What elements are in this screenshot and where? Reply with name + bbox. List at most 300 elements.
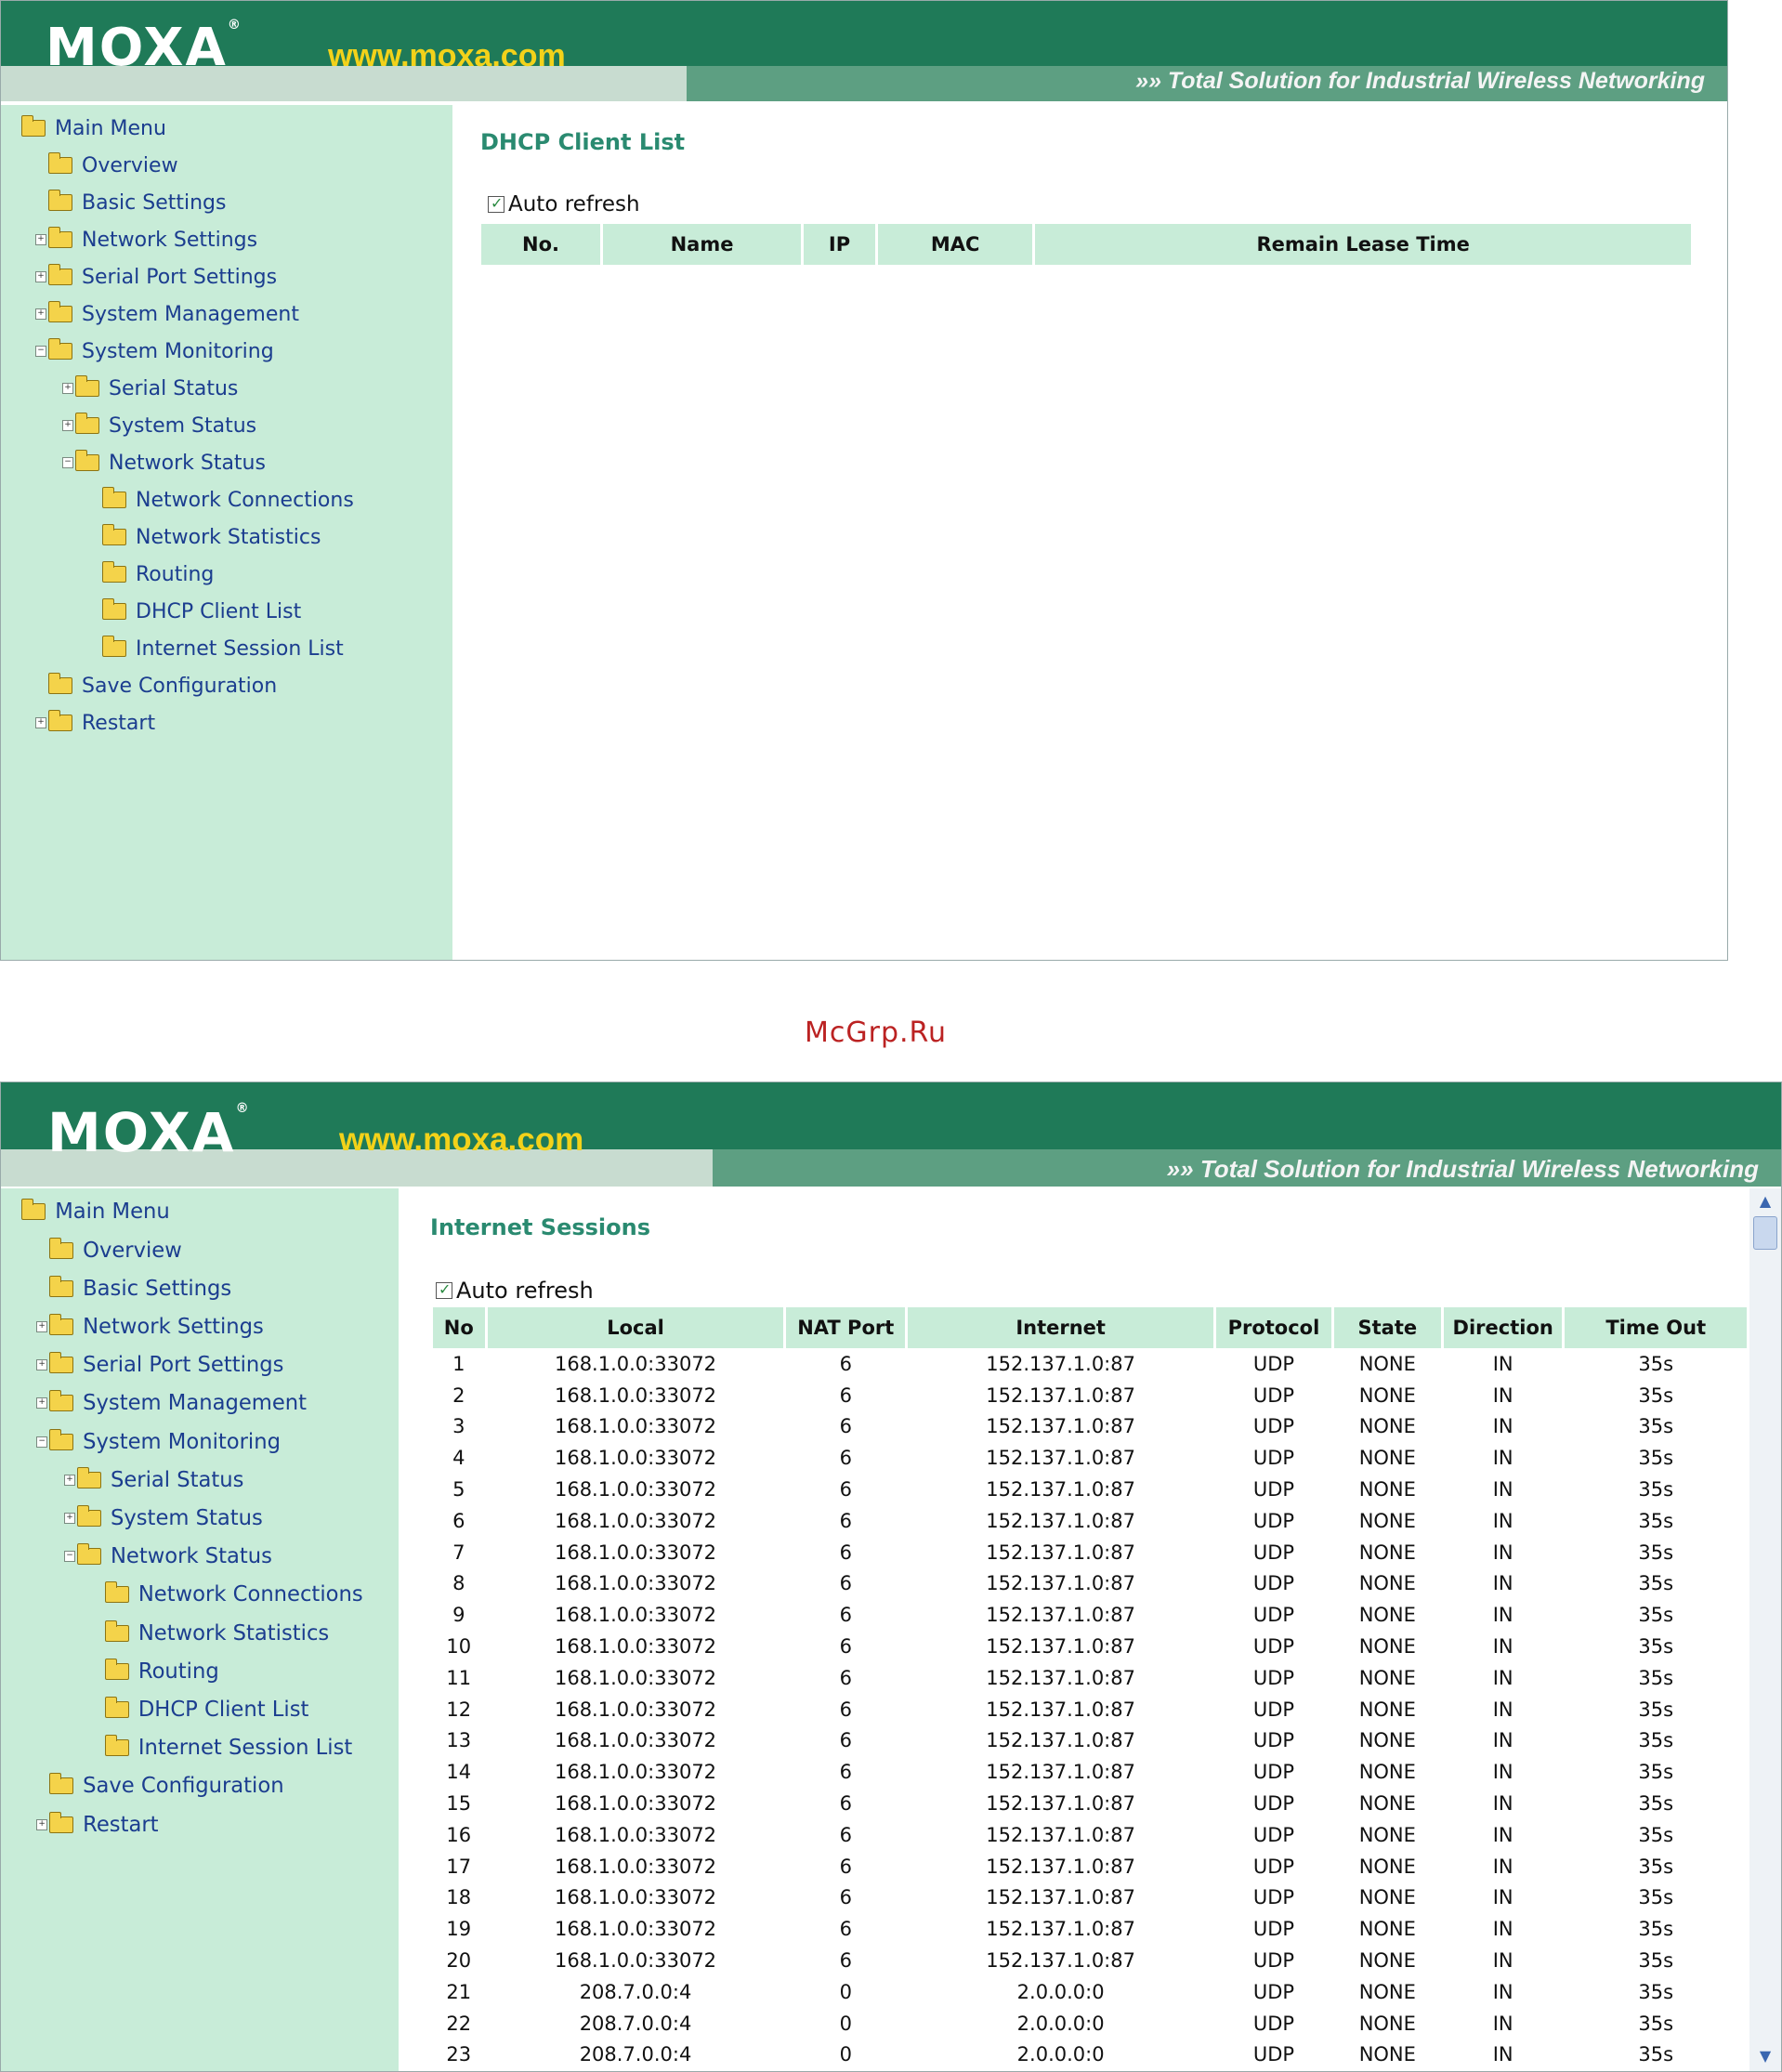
folder-icon: [102, 566, 126, 583]
auto-refresh-checkbox[interactable]: [436, 1282, 452, 1299]
table-cell: 208.7.0.0:4: [579, 2012, 692, 2035]
sidebar-item-label: Network Settings: [82, 228, 258, 252]
table-cell: UDP: [1252, 1572, 1295, 1595]
sidebar-item-overview[interactable]: [35, 151, 178, 179]
table-cell: UDP: [1252, 1698, 1295, 1721]
sidebar-item-label: Network Connections: [138, 1582, 363, 1607]
table-cell: 35s: [1638, 1823, 1674, 1846]
table-cell: 5: [452, 1478, 465, 1502]
table-row: [433, 1599, 1747, 1631]
table-cell: NONE: [1358, 1855, 1416, 1878]
table-cell: IN: [1492, 1666, 1513, 1689]
table-cell: 6: [839, 1886, 852, 1909]
table-cell: NONE: [1358, 1792, 1416, 1816]
table-cell: IN: [1492, 2043, 1513, 2066]
collapse-icon[interactable]: −: [64, 1551, 75, 1562]
table-row: [433, 1913, 1747, 1945]
table-row: [433, 1819, 1747, 1851]
sidebar-item-dhcp-client-list[interactable]: [92, 1696, 309, 1724]
sessions-header-internet: Internet: [908, 1307, 1213, 1348]
folder-icon: [49, 1395, 73, 1411]
table-cell: 16: [446, 1823, 472, 1846]
table-cell: 9: [452, 1604, 465, 1627]
folder-icon: [49, 1318, 73, 1335]
sidebar-item-label: System Status: [110, 1505, 263, 1530]
sidebar-item-dhcp-client-list[interactable]: [89, 597, 301, 625]
sidebar-item-serial-port-settings[interactable]: [36, 1351, 283, 1379]
sidebar-menu: [1, 105, 452, 961]
table-cell: 6: [839, 1572, 852, 1595]
table-cell: NONE: [1358, 1447, 1416, 1470]
page-title: DHCP Client List: [480, 129, 686, 155]
table-cell: 6: [839, 1635, 852, 1659]
table-cell: 35s: [1638, 1886, 1674, 1909]
table-cell: NONE: [1358, 1541, 1416, 1564]
table-cell: NONE: [1358, 1384, 1416, 1407]
table-cell: IN: [1492, 1384, 1513, 1407]
table-cell: UDP: [1252, 2043, 1295, 2066]
expand-icon[interactable]: +: [64, 1475, 75, 1486]
sidebar-item-label: Save Configuration: [83, 1774, 284, 1799]
sidebar-item-basic-settings[interactable]: [36, 1275, 231, 1303]
folder-open-icon: [48, 343, 72, 360]
table-cell: 168.1.0.0:33072: [554, 1352, 717, 1375]
sidebar-item-label: Internet Session List: [138, 1736, 353, 1761]
table-row: [433, 1631, 1747, 1662]
table-cell: IN: [1492, 1635, 1513, 1659]
sidebar-item-system-status[interactable]: [62, 412, 256, 439]
expand-icon[interactable]: +: [36, 1819, 47, 1830]
table-cell: 2: [452, 1384, 465, 1407]
sessions-header-protocol: Protocol: [1216, 1307, 1330, 1348]
table-cell: UDP: [1252, 1352, 1295, 1375]
folder-icon: [48, 677, 72, 694]
table-cell: 35s: [1638, 1980, 1674, 2003]
sessions-header-direction: Direction: [1444, 1307, 1563, 1348]
table-cell: IN: [1492, 2012, 1513, 2035]
table-cell: 6: [839, 1352, 852, 1375]
table-cell: 14: [446, 1761, 472, 1784]
table-cell: 2.0.0.0:0: [1016, 1980, 1105, 2003]
folder-icon: [49, 1357, 73, 1373]
sidebar-item-network-connections[interactable]: [92, 1580, 363, 1608]
folder-icon: [105, 1625, 129, 1642]
table-cell: 35s: [1638, 1415, 1674, 1438]
table-cell: NONE: [1358, 1886, 1416, 1909]
table-row: [433, 1725, 1747, 1757]
table-cell: IN: [1492, 1823, 1513, 1846]
table-cell: 35s: [1638, 1572, 1674, 1595]
sidebar-item-serial-status[interactable]: [62, 374, 238, 402]
table-cell: 21: [446, 1980, 472, 2003]
table-cell: 152.137.1.0:87: [986, 1572, 1135, 1595]
table-cell: 152.137.1.0:87: [986, 1729, 1135, 1752]
collapse-icon[interactable]: −: [36, 1436, 47, 1448]
table-cell: 35s: [1638, 1698, 1674, 1721]
table-cell: 35s: [1638, 1792, 1674, 1816]
table-cell: 23: [446, 2043, 472, 2066]
auto-refresh[interactable]: [436, 1278, 594, 1304]
expand-icon[interactable]: +: [62, 420, 73, 431]
table-cell: 19: [446, 1918, 472, 1941]
table-cell: 6: [839, 1823, 852, 1846]
table-cell: 10: [446, 1635, 472, 1659]
table-cell: 6: [839, 1698, 852, 1721]
table-cell: 168.1.0.0:33072: [554, 1666, 717, 1689]
auto-refresh-label: Auto refresh: [456, 1278, 594, 1304]
table-cell: 35s: [1638, 1604, 1674, 1627]
folder-open-icon: [75, 454, 99, 471]
table-row: [433, 1882, 1747, 1914]
folder-icon: [49, 1242, 73, 1259]
sidebar-item-system-monitoring[interactable]: [35, 337, 274, 365]
table-cell: 6: [839, 1447, 852, 1470]
table-cell: 6: [839, 1949, 852, 1973]
table-cell: 35s: [1638, 1478, 1674, 1502]
table-cell: 2.0.0.0:0: [1016, 2043, 1105, 2066]
table-cell: 35s: [1638, 2012, 1674, 2035]
folder-icon: [49, 1280, 73, 1297]
collapse-icon[interactable]: −: [62, 457, 73, 468]
collapse-icon[interactable]: −: [35, 346, 46, 357]
vertical-scrollbar[interactable]: [1749, 1188, 1781, 2072]
table-cell: 152.137.1.0:87: [986, 1384, 1135, 1407]
table-cell: IN: [1492, 1886, 1513, 1909]
sidebar-item-label: Network Settings: [83, 1314, 264, 1339]
table-row: [433, 1568, 1747, 1600]
sidebar-item-system-monitoring[interactable]: [36, 1428, 281, 1456]
sidebar-item-label: Internet Session List: [136, 636, 344, 661]
table-cell: UDP: [1252, 1886, 1295, 1909]
table-cell: NONE: [1358, 1823, 1416, 1846]
table-cell: 168.1.0.0:33072: [554, 1509, 717, 1532]
table-cell: IN: [1492, 1352, 1513, 1375]
sidebar-item-label: Routing: [138, 1659, 219, 1684]
sidebar-item-label: Network Statistics: [136, 525, 321, 549]
sidebar-item-label: Restart: [82, 711, 156, 735]
table-cell: 35s: [1638, 1949, 1674, 1973]
table-cell: IN: [1492, 1918, 1513, 1941]
table-cell: NONE: [1358, 1980, 1416, 2003]
folder-icon: [75, 380, 99, 397]
folder-icon: [77, 1510, 101, 1527]
sidebar-item-label: Main Menu: [55, 116, 166, 140]
moxa-logo: MOXA®: [46, 18, 242, 78]
table-cell: UDP: [1252, 1541, 1295, 1564]
table-cell: UDP: [1252, 1729, 1295, 1752]
folder-open-icon: [21, 1203, 46, 1220]
expand-icon[interactable]: +: [62, 383, 73, 394]
table-cell: 168.1.0.0:33072: [554, 1541, 717, 1564]
table-cell: IN: [1492, 1478, 1513, 1502]
table-cell: 0: [839, 2043, 852, 2066]
table-cell: 35s: [1638, 1729, 1674, 1752]
expand-icon[interactable]: +: [36, 1397, 47, 1409]
sidebar-item-label: Serial Status: [109, 376, 239, 400]
sidebar-item-label: Overview: [83, 1238, 182, 1263]
folder-open-icon: [49, 1434, 73, 1450]
table-cell: NONE: [1358, 1729, 1416, 1752]
sidebar-item-routing[interactable]: [92, 1658, 219, 1685]
table-cell: 152.137.1.0:87: [986, 1478, 1135, 1502]
table-cell: 35s: [1638, 1509, 1674, 1532]
table-cell: 6: [839, 1541, 852, 1564]
table-row: [433, 1756, 1747, 1788]
table-cell: UDP: [1252, 1447, 1295, 1470]
table-cell: 152.137.1.0:87: [986, 1352, 1135, 1375]
table-cell: 152.137.1.0:87: [986, 1447, 1135, 1470]
expand-icon[interactable]: +: [35, 717, 46, 728]
sidebar-item-label: Serial Port Settings: [83, 1353, 284, 1378]
expand-icon[interactable]: +: [64, 1513, 75, 1524]
header: [1, 1082, 1781, 1187]
dhcp-header-remain-lease-time: Remain Lease Time: [1035, 224, 1691, 265]
sidebar-item-label: System Management: [83, 1391, 308, 1416]
folder-icon: [105, 1701, 129, 1718]
site-link[interactable]: www.moxa.com: [339, 1121, 584, 1158]
site-link[interactable]: www.moxa.com: [328, 38, 566, 73]
folder-icon: [75, 417, 99, 434]
folder-icon: [105, 1663, 129, 1680]
folder-icon: [102, 492, 126, 508]
scroll-down-icon[interactable]: ▼: [1759, 2047, 1772, 2065]
folder-icon: [48, 231, 72, 248]
table-cell: IN: [1492, 1447, 1513, 1470]
table-cell: UDP: [1252, 1604, 1295, 1627]
sidebar-item-network-statistics[interactable]: [92, 1620, 329, 1647]
table-cell: 152.137.1.0:87: [986, 1541, 1135, 1564]
table-cell: 4: [452, 1447, 465, 1470]
table-cell: NONE: [1358, 1949, 1416, 1973]
table-cell: 168.1.0.0:33072: [554, 1949, 717, 1973]
table-row: [433, 1380, 1747, 1411]
table-cell: 35s: [1638, 1635, 1674, 1659]
table-cell: 20: [446, 1949, 472, 1973]
table-row: [433, 1662, 1747, 1694]
folder-open-icon: [21, 120, 46, 137]
sidebar-item-main-menu[interactable]: [8, 1198, 170, 1226]
header: [1, 1, 1727, 101]
dhcp-client-table: [478, 224, 1694, 265]
sidebar-item-network-connections[interactable]: [89, 486, 354, 514]
table-cell: IN: [1492, 1949, 1513, 1973]
dhcp-header-ip: IP: [804, 224, 875, 265]
table-cell: 168.1.0.0:33072: [554, 1384, 717, 1407]
sessions-header-time-out: Time Out: [1565, 1307, 1747, 1348]
table-row: [433, 1694, 1747, 1725]
table-cell: NONE: [1358, 1604, 1416, 1627]
table-cell: 6: [839, 1761, 852, 1784]
table-cell: NONE: [1358, 2043, 1416, 2066]
expand-icon[interactable]: +: [36, 1321, 47, 1332]
sidebar-item-system-management[interactable]: [36, 1389, 307, 1417]
table-cell: UDP: [1252, 1509, 1295, 1532]
table-cell: UDP: [1252, 1666, 1295, 1689]
table-cell: 168.1.0.0:33072: [554, 1761, 717, 1784]
table-cell: 6: [839, 1509, 852, 1532]
table-cell: 168.1.0.0:33072: [554, 1415, 717, 1438]
sidebar-item-label: Save Configuration: [82, 674, 278, 698]
sidebar-item-network-settings[interactable]: [36, 1313, 264, 1341]
sessions-header-no: No: [433, 1307, 485, 1348]
table-row: [433, 1348, 1747, 1380]
auto-refresh-label: Auto refresh: [508, 192, 640, 216]
table-cell: 152.137.1.0:87: [986, 1509, 1135, 1532]
sidebar-item-serial-status[interactable]: [64, 1466, 244, 1494]
table-cell: 168.1.0.0:33072: [554, 1792, 717, 1816]
table-cell: IN: [1492, 1980, 1513, 2003]
table-cell: 35s: [1638, 1855, 1674, 1878]
table-cell: IN: [1492, 1855, 1513, 1878]
table-cell: 152.137.1.0:87: [986, 1415, 1135, 1438]
sidebar-item-save-configuration[interactable]: [36, 1772, 283, 1800]
table-cell: 6: [839, 1604, 852, 1627]
table-cell: 152.137.1.0:87: [986, 1792, 1135, 1816]
folder-icon: [105, 1739, 129, 1756]
dhcp-content: [456, 105, 1727, 961]
auto-refresh[interactable]: [488, 192, 640, 216]
table-cell: 35s: [1638, 1352, 1674, 1375]
table-cell: IN: [1492, 1698, 1513, 1721]
folder-icon: [48, 194, 72, 211]
folder-icon: [48, 157, 72, 174]
sidebar-item-network-status[interactable]: [62, 449, 266, 477]
sidebar-item-system-management[interactable]: [35, 300, 299, 328]
sidebar-item-overview[interactable]: [36, 1237, 182, 1265]
table-row: [433, 1945, 1747, 1976]
sidebar-item-system-status[interactable]: [64, 1504, 263, 1532]
sidebar-item-network-status[interactable]: [64, 1542, 272, 1570]
moxa-logo: MOXA®: [47, 1101, 251, 1164]
tagline: »» Total Solution for Industrial Wireless Networking: [1166, 1155, 1759, 1183]
table-cell: 152.137.1.0:87: [986, 1604, 1135, 1627]
sidebar-item-main-menu[interactable]: [8, 114, 166, 142]
table-cell: 6: [839, 1384, 852, 1407]
watermark: McGrp.Ru: [805, 1016, 948, 1049]
table-cell: 6: [839, 1729, 852, 1752]
table-row: [433, 1442, 1747, 1474]
table-cell: UDP: [1252, 1855, 1295, 1878]
table-cell: 35s: [1638, 1761, 1674, 1784]
internet-sessions-table: [430, 1307, 1748, 2070]
table-cell: 15: [446, 1792, 472, 1816]
sidebar-item-network-settings[interactable]: [35, 226, 257, 254]
sidebar-item-restart[interactable]: [36, 1811, 158, 1839]
table-cell: 168.1.0.0:33072: [554, 1447, 717, 1470]
sessions-content: [402, 1188, 1748, 2072]
dhcp-header-mac: MAC: [878, 224, 1032, 265]
table-cell: 152.137.1.0:87: [986, 1761, 1135, 1784]
table-cell: UDP: [1252, 1918, 1295, 1941]
table-cell: 0: [839, 2012, 852, 2035]
table-cell: 35s: [1638, 1541, 1674, 1564]
dhcp-header-name: Name: [603, 224, 801, 265]
sidebar-item-routing[interactable]: [89, 560, 214, 588]
table-row: [433, 1788, 1747, 1819]
table-cell: 35s: [1638, 2043, 1674, 2066]
expand-icon[interactable]: +: [35, 271, 46, 282]
expand-icon[interactable]: +: [35, 308, 46, 320]
table-cell: NONE: [1358, 1761, 1416, 1784]
folder-icon: [102, 529, 126, 545]
sidebar-item-save-configuration[interactable]: [35, 672, 277, 700]
table-cell: 168.1.0.0:33072: [554, 1729, 717, 1752]
table-cell: 6: [839, 1478, 852, 1502]
table-cell: 35s: [1638, 1447, 1674, 1470]
sidebar-item-network-statistics[interactable]: [89, 523, 321, 551]
table-cell: NONE: [1358, 1572, 1416, 1595]
table-cell: 152.137.1.0:87: [986, 1918, 1135, 1941]
table-cell: 35s: [1638, 1666, 1674, 1689]
table-cell: IN: [1492, 1415, 1513, 1438]
table-cell: 168.1.0.0:33072: [554, 1886, 717, 1909]
table-cell: 208.7.0.0:4: [579, 2043, 692, 2066]
sidebar-item-label: Basic Settings: [83, 1276, 232, 1301]
sidebar-item-label: Main Menu: [55, 1200, 170, 1225]
folder-icon: [48, 306, 72, 322]
table-cell: 6: [839, 1666, 852, 1689]
table-cell: NONE: [1358, 2012, 1416, 2035]
expand-icon[interactable]: +: [36, 1359, 47, 1370]
sidebar-menu: [1, 1188, 399, 2072]
table-cell: NONE: [1358, 1478, 1416, 1502]
sidebar-item-basic-settings[interactable]: [35, 189, 226, 216]
table-cell: NONE: [1358, 1415, 1416, 1438]
table-cell: NONE: [1358, 1666, 1416, 1689]
table-row: [433, 1411, 1747, 1443]
table-cell: 152.137.1.0:87: [986, 1886, 1135, 1909]
table-cell: 168.1.0.0:33072: [554, 1572, 717, 1595]
sidebar-item-internet-session-list[interactable]: [89, 635, 344, 662]
sidebar-item-label: Network Statistics: [138, 1620, 330, 1646]
sidebar-item-label: System Monitoring: [82, 339, 274, 363]
table-cell: 3: [452, 1415, 465, 1438]
sessions-screenshot: [0, 1082, 1782, 2072]
table-cell: NONE: [1358, 1918, 1416, 1941]
table-row: [433, 2008, 1747, 2039]
scroll-up-icon[interactable]: ▲: [1759, 1192, 1772, 1210]
scroll-thumb[interactable]: [1753, 1216, 1777, 1250]
table-cell: 208.7.0.0:4: [579, 1980, 692, 2003]
sessions-header-nat-port: NAT Port: [786, 1307, 905, 1348]
table-cell: NONE: [1358, 1352, 1416, 1375]
table-cell: UDP: [1252, 1635, 1295, 1659]
table-cell: 152.137.1.0:87: [986, 1823, 1135, 1846]
sidebar-item-internet-session-list[interactable]: [92, 1734, 352, 1762]
table-cell: IN: [1492, 1572, 1513, 1595]
table-cell: IN: [1492, 1792, 1513, 1816]
folder-open-icon: [77, 1548, 101, 1565]
table-cell: 6: [452, 1509, 465, 1532]
expand-icon[interactable]: +: [35, 234, 46, 245]
table-cell: 8: [452, 1572, 465, 1595]
table-cell: 168.1.0.0:33072: [554, 1478, 717, 1502]
sidebar-item-restart[interactable]: [35, 709, 155, 737]
folder-icon: [48, 715, 72, 731]
table-row: [433, 1537, 1747, 1568]
auto-refresh-checkbox[interactable]: [488, 196, 504, 213]
sidebar-item-label: Restart: [83, 1812, 159, 1837]
table-cell: IN: [1492, 1761, 1513, 1784]
sidebar-item-serial-port-settings[interactable]: [35, 263, 277, 291]
table-row: [433, 1474, 1747, 1505]
table-cell: 11: [446, 1666, 472, 1689]
table-cell: IN: [1492, 1509, 1513, 1532]
sidebar-item-label: Network Connections: [136, 488, 354, 512]
sidebar-item-label: Serial Status: [110, 1467, 244, 1492]
table-row: [433, 1505, 1747, 1537]
table-cell: 6: [839, 1918, 852, 1941]
